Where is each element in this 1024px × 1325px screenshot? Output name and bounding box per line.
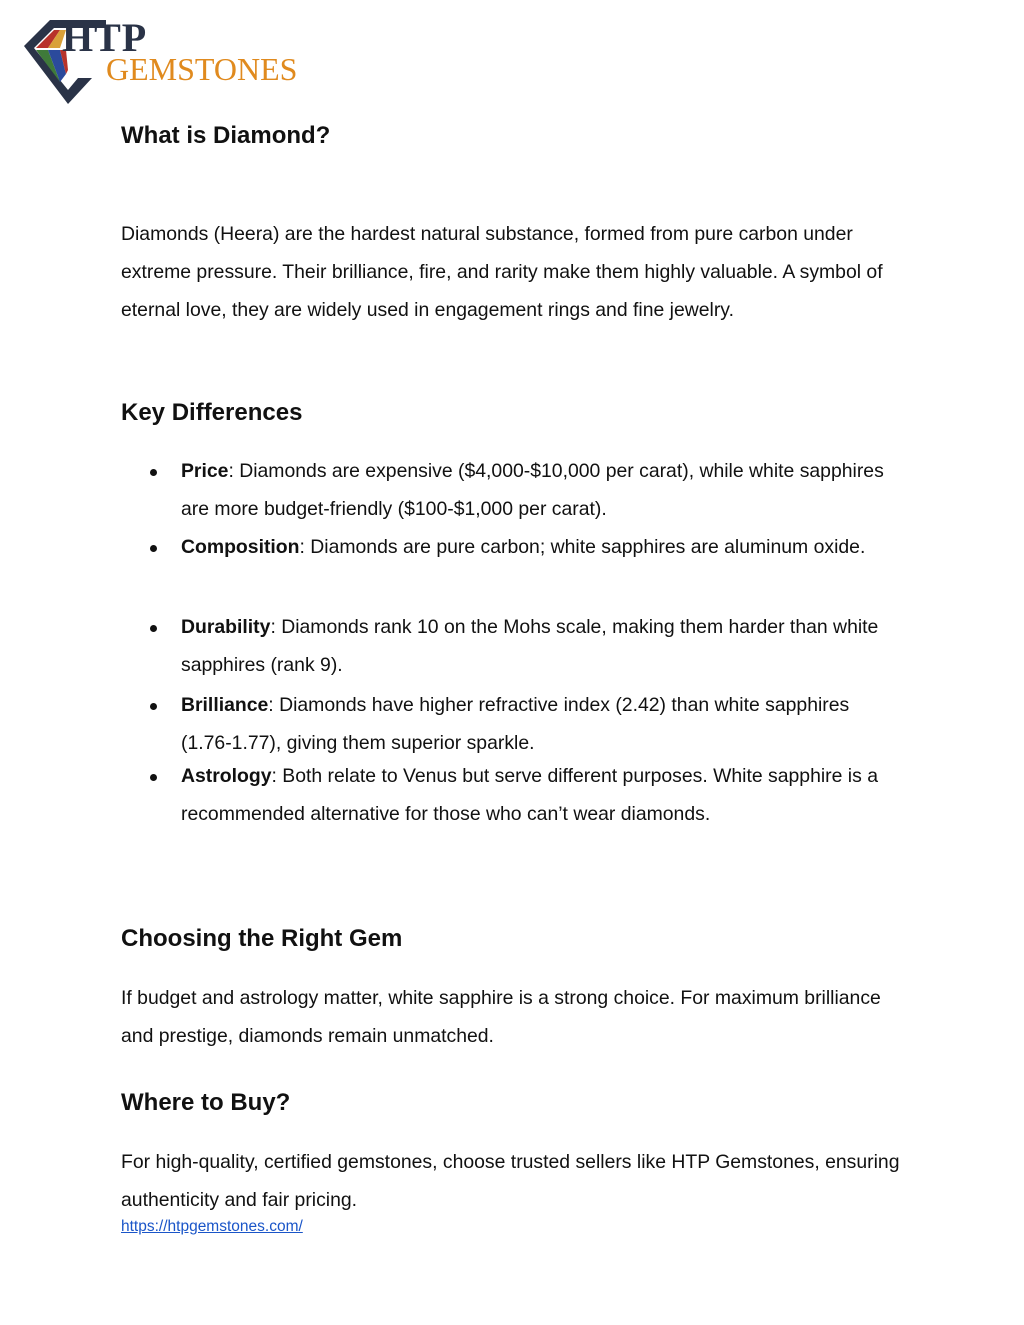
- paragraph-choosing-right-gem: If budget and astrology matter, white sapphire is a strong choice. For maximum brilliance and prestige, diamonds remain unmatched.: [121, 987, 881, 1047]
- bullet-icon: [150, 625, 157, 632]
- term-composition: Composition: [181, 536, 300, 558]
- term-durability: Durability: [181, 616, 271, 638]
- term-brilliance: Brilliance: [181, 694, 269, 716]
- heading-where-to-buy: Where to Buy?: [121, 1089, 291, 1116]
- htp-gemstones-logo: [10, 14, 310, 106]
- desc-composition: : Diamonds are pure carbon; white sapphires are aluminum oxide.: [299, 536, 866, 558]
- bullet-icon: [150, 545, 157, 552]
- desc-durability: : Diamonds rank 10 on the Mohs scale, making them harder than white sapphires (rank 9).: [181, 616, 879, 676]
- paragraph-where-to-buy: For high-quality, certified gemstones, choose trusted sellers like HTP Gemstones, ensuring authenticity and fair pricing.: [121, 1151, 900, 1211]
- desc-price: : Diamonds are expensive ($4,000-$10,000 per carat), while white sapphires are more budget-friendly ($100-$1,000 per carat).: [181, 460, 884, 520]
- heading-key-differences: Key Differences: [121, 399, 303, 426]
- logo-text-htp: HTP: [62, 15, 148, 60]
- desc-astrology: : Both relate to Venus but serve different purposes. White sapphire is a recommended alternative for those who can’t wear diamonds.: [181, 765, 878, 825]
- website-link[interactable]: https://htpgemstones.com/: [121, 1218, 303, 1235]
- bullet-icon: [150, 469, 157, 476]
- bullet-icon: [150, 703, 157, 710]
- term-price: Price: [181, 460, 229, 482]
- logo-text-gemstones: GEMSTONES: [106, 51, 298, 87]
- desc-brilliance: : Diamonds have higher refractive index (2.42) than white sapphires (1.76-1.77), giving them superior sparkle.: [181, 694, 850, 754]
- bullet-icon: [150, 774, 157, 781]
- term-astrology: Astrology: [181, 765, 272, 787]
- paragraph-what-is-diamond: Diamonds (Heera) are the hardest natural substance, formed from pure carbon under extreme pressure. Their brilliance, fire, and rarity make them highly valuable. A symbol of eternal love, they are widely used in engagement rings and fine jewelry.: [121, 223, 883, 321]
- heading-what-is-diamond: What is Diamond?: [121, 122, 331, 149]
- heading-choosing-right-gem: Choosing the Right Gem: [121, 925, 403, 952]
